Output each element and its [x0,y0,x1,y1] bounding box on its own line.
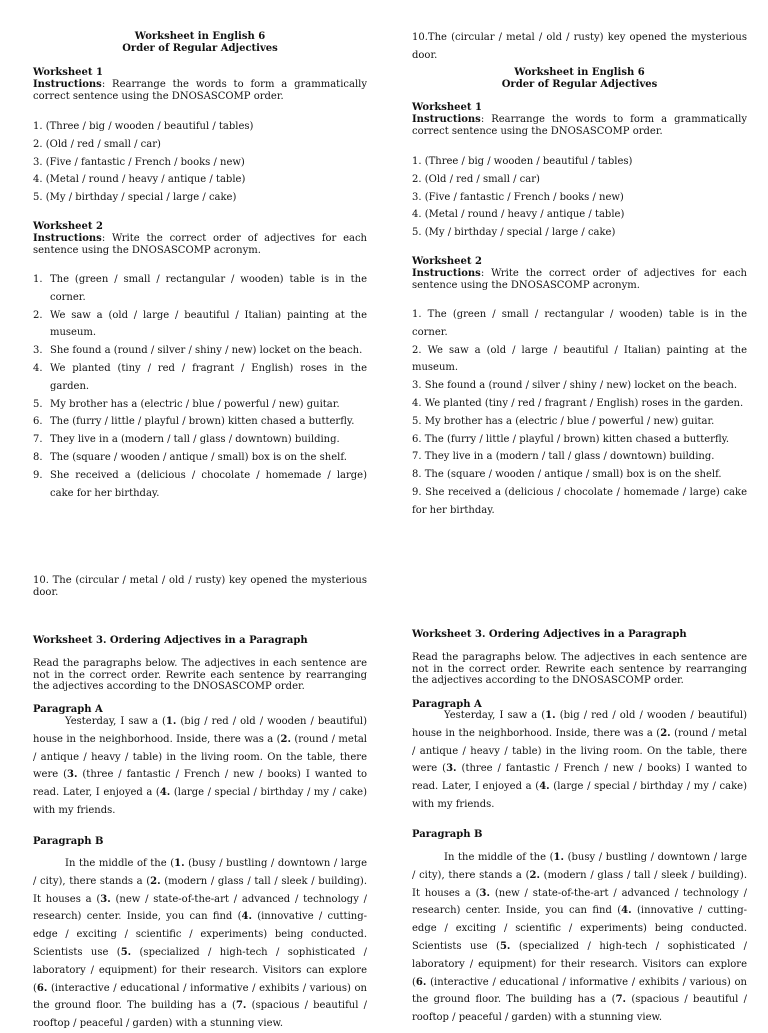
list-item: 3. (Five / fantastic / French / books / new) [412,191,624,203]
item-text: She received a (delicious / chocolate / homemade / large) cake for her birthday. [50,469,367,499]
item-text: The (green / small / rectangular / wooden) table is in the corner. [50,274,367,303]
paragraph-b-text [33,855,367,1033]
para-b-seg: (spacious / beautiful / rooftop / peaceful / garden) with a stunning view. [412,994,747,1024]
para-b-seg: In the middle of the ( [65,858,175,869]
para-a-seg: (three / fantastic / French / new / books) I wanted to read. Later, I enjoyed a ( [33,769,367,799]
worksheet-3-section [33,635,367,647]
item-number: 8. [33,451,43,463]
worksheet-1-instructions [33,79,367,102]
item-number: 6. [412,433,422,445]
paragraph-b-heading: Paragraph B [412,829,483,840]
item-text: My brother has a (electric / blue / powerful / new) guitar. [424,415,715,427]
list-item [412,342,747,378]
para-b-num: 6. [415,976,427,988]
instructions-label: Instructions [412,268,481,279]
worksheet-1-list [412,153,747,242]
list-item [33,271,367,307]
list-item [412,377,747,395]
list-item: 5. (My / birthday / special / large / cake) [412,227,616,239]
list-item [33,467,367,503]
para-a-seg: (round / metal / antique / heavy / table) in the living room. On the table, there were ( [412,727,747,775]
list-item [33,307,367,343]
para-b-num: 6. [36,982,48,994]
list-item: 3. (Five / fantastic / French / books / new) [33,156,245,168]
worksheet-2-heading: Worksheet 2 [33,221,103,232]
worksheet-2-list [412,306,747,520]
para-a-seg: (three / fantastic / French / new / books) I wanted to read. Later, I enjoyed a ( [412,763,747,793]
item-text: We saw a (old / large / beautiful / Italian) painting at the museum. [412,344,748,374]
para-b-num: 4. [241,911,252,923]
worksheet-2-item-10: 10. The (circular / metal / old / rusty) key opened the mysterious door. [33,575,367,598]
para-b-seg: (modern / glass / tall / sleek / building). It houses a ( [412,869,747,899]
instructions-label: Instructions [33,79,102,90]
item-text: She received a (delicious / chocolate / homemade / large) cake for her birthday. [412,486,747,516]
worksheet-2-section [33,221,367,256]
item-text: She found a (round / silver / shiny / new) locket on the beach. [424,380,738,392]
para-b-num: 1. [174,858,185,869]
para-b-seg: (specialized / high-tech / sophisticated / laboratory / equipment) for their research. Visitors can explore ( [412,940,747,988]
para-a-seg: (large / special / birthday / my / cake) with my friends. [33,787,367,816]
list-item [33,396,367,414]
para-a-seg: (big / red / old / wooden / beautiful) house in the neighborhood. Inside, there was a ( [412,710,748,739]
list-item: 2. (Old / red / small / car) [412,173,540,185]
worksheet-1-heading: Worksheet 1 [33,67,103,78]
worksheet-1-list [33,118,367,207]
paragraph-b-heading: Paragraph B [33,836,104,847]
item-text: The (square / wooden / antique / small) box is on the shelf. [424,469,722,481]
para-a-seg: (round / metal / antique / heavy / table) in the living room. On the table, there were ( [33,733,368,781]
item-number: 8. [412,469,422,481]
item-number: 9. [33,469,43,481]
paragraph-b-text [412,849,747,1027]
item-text: We saw a (old / large / beautiful / Italian) painting at the museum. [50,309,367,339]
list-item: 1. (Three / big / wooden / beautiful / tables) [33,121,254,132]
para-b-num: 5. [499,940,511,952]
item-text: We planted (tiny / red / fragrant / English) roses in the garden. [50,362,367,392]
item-text: They live in a (modern / tall / glass / downtown) building. [50,434,340,446]
worksheet-1-section [412,102,747,137]
para-b-num: 2. [529,869,540,881]
instructions-label: Instructions [412,114,481,125]
para-b-seg: (busy / bustling / downtown / large / city), there stands a ( [33,858,368,887]
item-number: 4. [33,362,43,374]
para-b-seg: (busy / bustling / downtown / large / city), there stands a ( [412,852,747,881]
worksheet-3-section [412,629,747,641]
item-number: 6. [33,416,43,428]
para-b-seg: In the middle of the ( [444,852,554,863]
para-a-num: 1. [165,716,177,727]
list-item [412,448,747,466]
list-item [412,306,747,342]
para-b-num: 5. [120,946,132,958]
item-number: 3. [412,380,422,392]
instructions-text: : Rearrange the words to form a grammatically correct sentence using the DNOSASCOMP order. [33,79,367,102]
item-number: 3. [33,345,43,357]
worksheet-1-heading: Worksheet 1 [412,102,482,113]
para-b-num: 2. [150,875,161,887]
para-b-seg: (new / state-of-the-art / advanced / technology / research) center. Inside, you can find ( [412,887,747,917]
item-number: 5. [33,398,43,410]
instructions-label: Instructions [33,233,102,244]
para-b-num: 7. [235,1000,247,1012]
list-item: 2. (Old / red / small / car) [33,138,161,150]
list-item [33,413,367,431]
paragraph-a-text [412,707,747,814]
list-item [33,449,367,467]
item-text: We planted (tiny / red / fragrant / English) roses in the garden. [424,397,744,409]
item-text: She found a (round / silver / shiny / new) locket on the beach. [50,345,363,357]
item-number: 4. [412,397,422,409]
para-a-seg: (big / red / old / wooden / beautiful) house in the neighborhood. Inside, there was a ( [33,716,368,745]
list-item [33,431,367,449]
worksheet-2-heading: Worksheet 2 [412,256,482,267]
list-item [412,466,747,484]
item-number: 1. [33,274,43,285]
para-b-seg: (innovative / cutting-edge / exciting / scientific / experiments) being conducted. Scientists use ( [412,905,747,952]
item-number: 1. [412,309,422,320]
instructions-text: : Write the correct order of adjectives for each sentence using the DNOSASCOMP acronym. [33,233,367,256]
para-a-num: 2. [280,733,291,745]
item-text: The (furry / little / playful / brown) kitten chased a butterfly. [424,433,730,445]
list-item [412,431,747,449]
para-b-num: 3. [100,893,111,905]
para-a-num: 1. [545,710,556,721]
item-text: The (green / small / rectangular / wooden) table is in the corner. [412,309,747,338]
para-b-num: 7. [615,994,627,1006]
paragraph-a-text [33,713,367,820]
list-item [33,342,367,360]
worksheet-3-intro: Read the paragraphs below. The adjectives in each sentence are not in the correct order. Rewrite each sentence by rearranging the adjectives according to the DNOSASCOMP order. [33,658,367,692]
worksheet-2-item-10-top: 10.The (circular / metal / old / rusty) key opened the mysterious door. [412,32,747,61]
para-b-seg: (interactive / educational / informative / exhibits / various) on the ground floor. The building has a ( [33,982,367,1012]
worksheet-1-instructions [412,114,747,137]
para-a-seg: (large / special / birthday / my / cake) with my friends. [412,781,748,810]
title-line-1: Worksheet in English 6 [514,67,645,78]
worksheet-1-section [33,67,367,102]
para-b-num: 1. [553,852,564,863]
item-number: 2. [33,309,43,321]
para-b-seg: (specialized / high-tech / sophisticated / laboratory / equipment) for their research. Visitors can explore ( [33,946,367,994]
item-text: The (furry / little / playful / brown) kitten chased a butterfly. [50,416,355,428]
para-b-seg: (innovative / cutting-edge / exciting / scientific / experiments) being conducted. Scientists use ( [33,911,367,958]
worksheet-3-intro: Read the paragraphs below. The adjectives in each sentence are not in the correct order. Rewrite each sentence by rearranging the adjectives according to the DNOSASCOMP order. [412,652,747,686]
worksheet-2-instructions [33,233,367,256]
list-item [412,413,747,431]
worksheet-title [412,67,747,91]
worksheet-2-instructions [412,268,747,291]
worksheet-2-section [412,256,747,291]
item-number: 7. [412,451,422,463]
paragraph-a-heading: Paragraph A [33,704,103,715]
item-text: They live in a (modern / tall / glass / downtown) building. [424,451,715,463]
list-item: 1. (Three / big / wooden / beautiful / tables) [412,156,633,167]
item-number: 2. [412,344,422,356]
para-a-num: 3. [67,769,78,781]
paragraph-a-heading: Paragraph A [412,699,482,710]
para-b-seg: (modern / glass / tall / sleek / building). It houses a ( [33,875,367,905]
title-line-2: Order of Regular Adjectives [501,79,658,90]
list-item [33,360,367,396]
list-item: 4. (Metal / round / heavy / antique / table) [33,174,246,186]
title-line-2: Order of Regular Adjectives [122,43,278,54]
worksheet-2-list [33,271,367,502]
worksheet-title [33,31,367,55]
instructions-text: : Rearrange the words to form a grammatically correct sentence using the DNOSASCOMP order. [412,114,747,137]
worksheet-3-heading: Worksheet 3. Ordering Adjectives in a Paragraph [412,629,687,640]
item-text: My brother has a (electric / blue / powerful / new) guitar. [50,398,340,410]
worksheet-3-heading: Worksheet 3. Ordering Adjectives in a Paragraph [33,635,308,646]
list-item [412,484,747,520]
para-a-num: 2. [660,727,671,739]
item-text: The (square / wooden / antique / small) box is on the shelf. [50,451,347,463]
item-number: 9. [412,486,422,498]
para-b-num: 4. [621,905,632,917]
para-a-num: 4. [159,787,171,799]
list-item [412,395,747,413]
item-number: 5. [412,415,422,427]
para-b-seg: (spacious / beautiful / rooftop / peaceful / garden) with a stunning view. [33,1000,367,1030]
para-b-seg: (interactive / educational / informative / exhibits / various) on the ground floor. The building has a ( [412,976,747,1006]
title-line-1: Worksheet in English 6 [134,31,266,42]
list-item: 5. (My / birthday / special / large / cake) [33,192,237,204]
instructions-text: : Write the correct order of adjectives for each sentence using the DNOSASCOMP acronym. [412,268,747,291]
para-a-seg: Yesterday, I saw a ( [444,710,546,721]
para-b-seg: (new / state-of-the-art / advanced / technology / research) center. Inside, you can find ( [33,893,367,923]
para-a-num: 4. [539,781,550,793]
para-a-seg: Yesterday, I saw a ( [65,716,166,727]
para-a-num: 3. [446,763,457,775]
para-b-num: 3. [479,887,490,899]
item-number: 7. [33,434,43,446]
list-item: 4. (Metal / round / heavy / antique / table) [412,209,625,221]
